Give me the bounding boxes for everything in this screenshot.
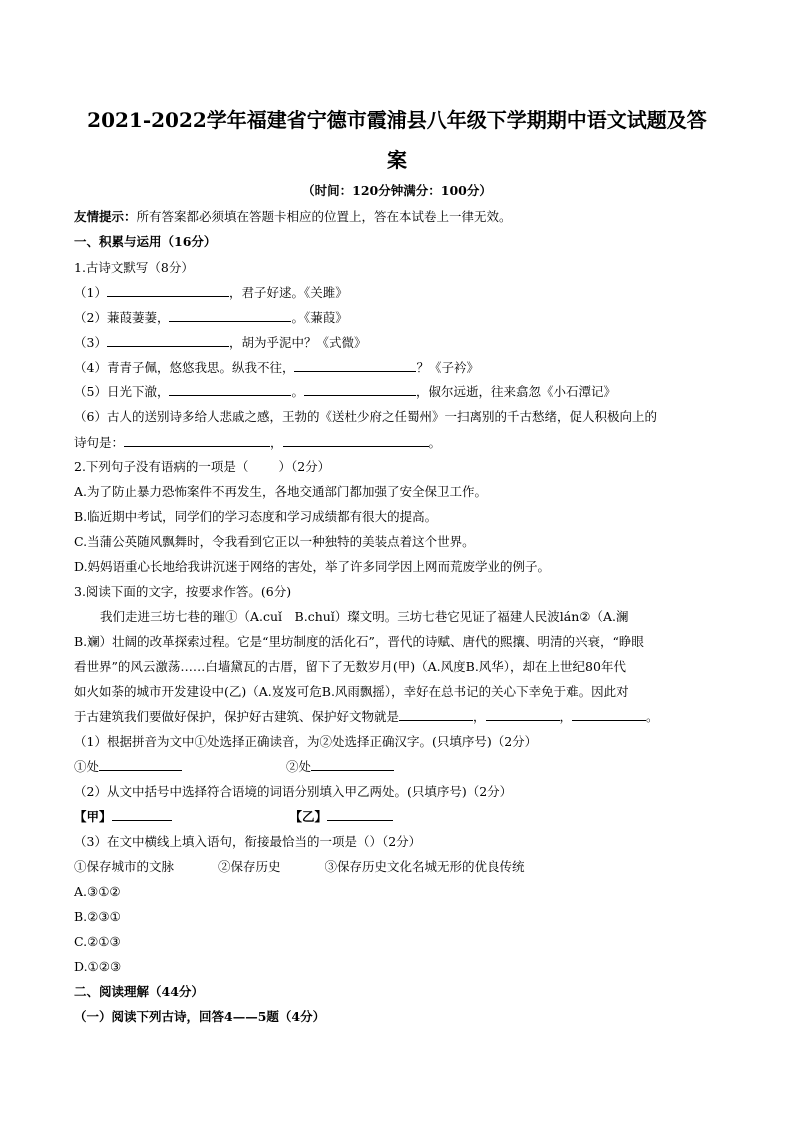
q3-sub1: （1）根据拼音为文中①处选择正确读音，为②处选择正确汉字。(只填序号)（2分） — [74, 734, 538, 749]
answer-blank[interactable] — [169, 381, 291, 396]
q2-option-c: C.当蒲公英随风飘舞时，令我看到它正以一种独特的美装点着这个世界。 — [74, 534, 475, 549]
q1-item-5: （5）日光下澈， 。 ，俶尔远逝，往来翕忽《小石潭记》 — [74, 381, 616, 403]
q2-option-d: D.妈妈语重心长地给我讲沉迷于网络的害处，举了许多同学因上网而荒废学业的例子。 — [74, 559, 551, 574]
q1-item-4: （4）青青子佩，悠悠我思。纵我不往， ？《子衿》 — [74, 357, 479, 379]
exam-title-line2: 案 — [387, 148, 407, 172]
q1-item-6: （6）古人的送别诗多给人悲戚之感，王勃的《送杜少府之任蜀州》一扫离别的千古愁绪，促人积极向上的 — [74, 409, 657, 424]
notice-label: 友情提示： — [74, 209, 137, 224]
q1-item-3: （3） ，胡为乎泥中？《式微》 — [74, 332, 366, 354]
q3-option-b: B.②③① — [74, 909, 121, 924]
section2-subheading: （一）阅读下列古诗，回答4——5题（4分） — [74, 1009, 326, 1024]
exam-meta: （时间：120分钟满分：100分） — [302, 183, 492, 198]
q2-stem: 2.下列句子没有语病的一项是（ ）（2分） — [74, 459, 331, 474]
q1-item-1: （1） ，君子好逑。《关雎》 — [74, 282, 348, 304]
q3-passage-line: 如火如荼的城市开发建设中(乙)（A.岌岌可危B.风雨飘摇），幸好在总书记的关心下幸免于难。因此对 — [74, 684, 629, 699]
q3-passage-line: 于古建筑我们要做好保护，保护好古建筑、保护好文物就是 ， ， 。 — [74, 706, 659, 728]
answer-blank[interactable] — [294, 357, 416, 372]
q3-option-d: D.①②③ — [74, 959, 122, 974]
q3-sub3: （3）在文中横线上填入语句，衔接最恰当的一项是（）（2分） — [74, 834, 422, 849]
q3-choices: ①保存城市的文脉 ②保存历史 ③保存历史文化名城无形的优良传统 — [74, 859, 525, 874]
answer-blank[interactable] — [311, 756, 394, 771]
answer-blank[interactable] — [327, 806, 393, 821]
exam-title-line1: 2021-2022学年福建省宁德市霞浦县八年级下学期期中语文试题及答 — [87, 108, 707, 132]
answer-blank[interactable] — [283, 432, 429, 447]
answer-blank[interactable] — [169, 307, 291, 322]
q2-option-b: B.临近期中考试，同学们的学习态度和学习成绩都有很大的提高。 — [74, 509, 438, 524]
q3-option-c: C.②①③ — [74, 934, 121, 949]
q3-option-a: A.③①② — [74, 884, 121, 899]
answer-blank[interactable] — [486, 706, 560, 721]
q3-stem: 3.阅读下面的文字，按要求作答。(6分) — [74, 584, 292, 599]
q3-passage-line: B.斓）壮阔的改革探索过程。它是“里坊制度的活化石”，晋代的诗赋、唐代的熙攘、明清的兴衰，“睁眼 — [74, 634, 644, 649]
section1-heading: 一、积累与运用（16分） — [74, 234, 217, 249]
answer-blank[interactable] — [124, 432, 270, 447]
answer-blank[interactable] — [107, 332, 229, 347]
section2-heading: 二、阅读理解（44分） — [74, 984, 204, 999]
answer-blank[interactable] — [107, 282, 229, 297]
q3-passage-line: 看世界”的风云激荡……白墙黛瓦的古厝，留下了无数岁月(甲)（A.风度B.风华），却在上世纪80年代 — [74, 659, 626, 674]
q2-option-a: A.为了防止暴力恐怖案件不再发生，各地交通部门都加强了安全保卫工作。 — [74, 484, 488, 499]
q3-sub2: （2）从文中括号中选择符合语境的词语分别填入甲乙两处。(只填序号)（2分） — [74, 784, 513, 799]
q3-sub1-answers: ①处 ②处 — [74, 756, 394, 778]
answer-blank[interactable] — [572, 706, 646, 721]
q1-item-6-cont: 诗句是： ， 。 — [74, 432, 441, 454]
answer-blank[interactable] — [304, 381, 416, 396]
q3-passage-line: 我们走进三坊七巷的璀①（A.cuǐ B.chuǐ）璨文明。三坊七巷它见证了福建人民波lán②（A.澜 — [100, 609, 629, 624]
q3-sub2-answers: 【甲】 【乙】 — [74, 806, 393, 828]
notice-text: 所有答案都必须填在答题卡相应的位置上，答在本试卷上一律无效。 — [136, 209, 512, 224]
answer-blank[interactable] — [112, 806, 172, 821]
answer-blank[interactable] — [399, 706, 473, 721]
notice — [74, 206, 512, 228]
q1-item-2: （2）蒹葭萋萋， 。《蒹葭》 — [74, 307, 348, 329]
answer-blank[interactable] — [99, 756, 182, 771]
q1-stem: 1.古诗文默写（8分） — [74, 260, 194, 275]
